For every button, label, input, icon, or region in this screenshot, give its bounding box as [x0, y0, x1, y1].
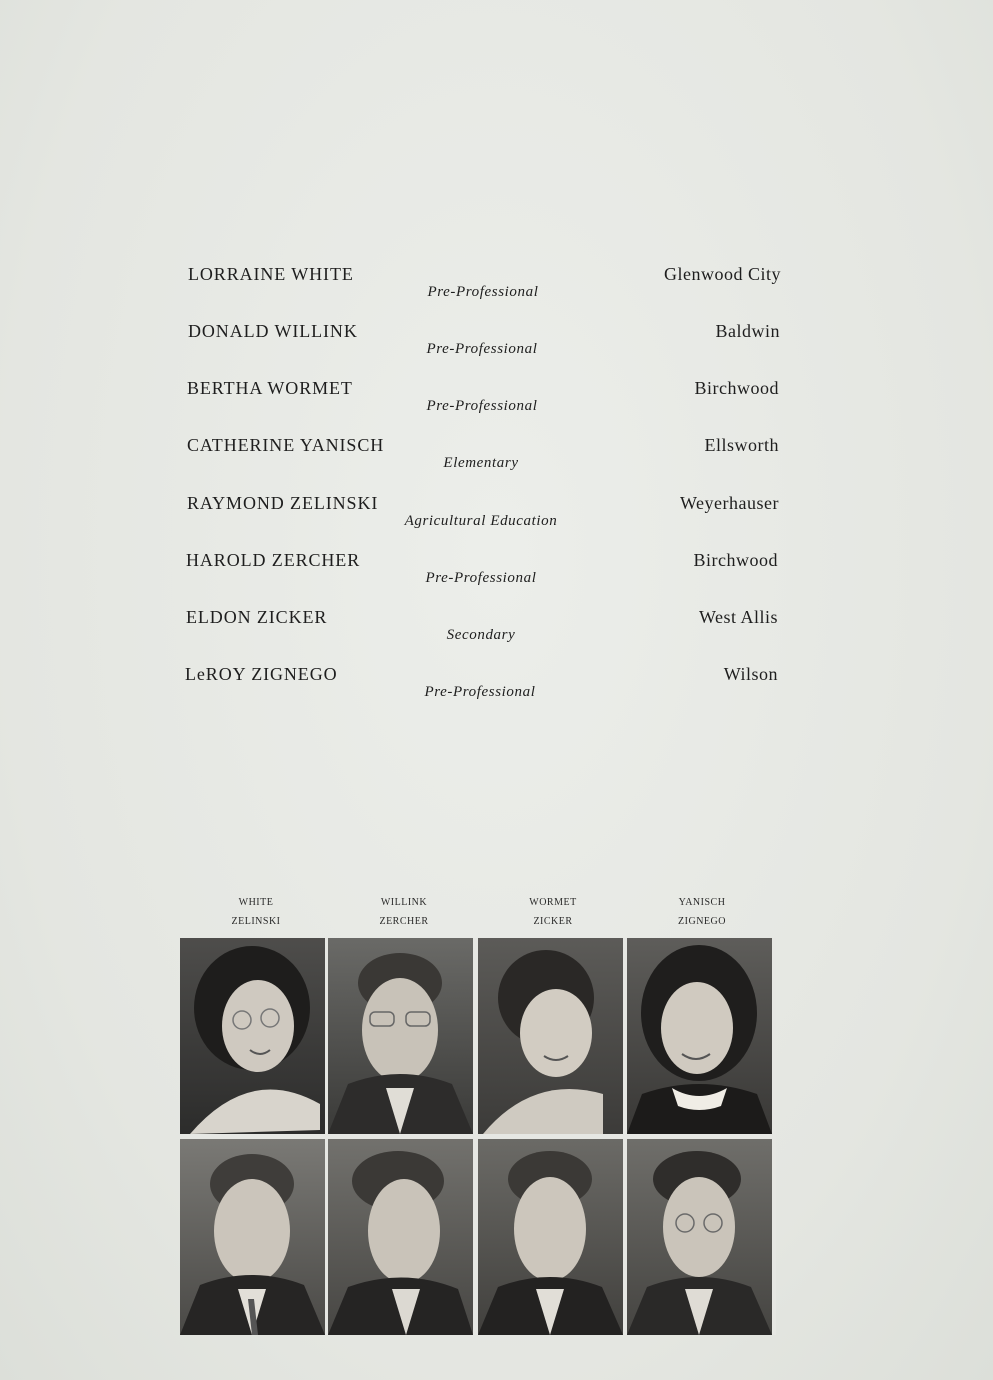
student-name: BERTHA WORMET	[187, 378, 353, 398]
student-course: Pre-Professional	[426, 398, 538, 414]
roster-entry	[0, 550, 993, 600]
caption-bottom-name: ZIGNEGO	[678, 916, 726, 927]
portrait-photo-wormet	[478, 938, 623, 1134]
caption-top-name: WORMET	[529, 897, 577, 908]
portrait-image	[180, 1139, 325, 1335]
portrait-image	[328, 1139, 473, 1335]
portrait-image	[328, 938, 473, 1134]
portrait-image	[627, 1139, 772, 1335]
student-hometown: Ellsworth	[704, 435, 779, 455]
portrait-photo-yanisch	[627, 938, 772, 1134]
student-hometown: Wilson	[723, 664, 778, 684]
photo-caption	[344, 893, 464, 931]
roster-entry	[0, 264, 993, 314]
photo-caption	[196, 893, 316, 931]
student-hometown: Birchwood	[693, 550, 778, 570]
portrait-photo-zelinski	[180, 1139, 325, 1335]
portrait-photo-willink	[328, 938, 473, 1134]
portrait-photo-zercher	[328, 1139, 473, 1335]
student-course: Secondary	[446, 627, 516, 643]
roster-entry	[0, 664, 993, 714]
caption-bottom-name: ZELINSKI	[231, 916, 281, 927]
portrait-image	[180, 938, 325, 1134]
student-name: RAYMOND ZELINSKI	[187, 493, 379, 513]
portrait-image	[478, 938, 623, 1134]
student-course: Pre-Professional	[427, 284, 539, 300]
roster-entry	[0, 607, 993, 657]
roster-entry	[0, 321, 993, 371]
portrait-grid	[180, 938, 776, 1335]
portrait-photo-zicker	[478, 1139, 623, 1335]
student-name: LORRAINE WHITE	[188, 264, 354, 284]
student-hometown: West Allis	[698, 607, 778, 627]
student-hometown: Weyerhauser	[680, 493, 779, 513]
photo-captions	[180, 893, 776, 933]
roster-entry	[0, 493, 993, 543]
student-course: Pre-Professional	[426, 341, 538, 357]
roster-entry	[0, 435, 993, 485]
student-name: HAROLD ZERCHER	[186, 550, 361, 570]
student-hometown: Birchwood	[694, 378, 779, 398]
roster-entry	[0, 378, 993, 428]
student-name: CATHERINE YANISCH	[187, 435, 385, 455]
caption-top-name: YANISCH	[678, 897, 726, 908]
portrait-photo-white	[180, 938, 325, 1134]
portrait-image	[627, 938, 772, 1134]
student-course: Pre-Professional	[425, 570, 537, 586]
student-name: DONALD WILLINK	[188, 321, 358, 341]
photo-caption	[493, 893, 613, 931]
caption-top-name: WHITE	[238, 897, 274, 908]
student-hometown: Baldwin	[715, 321, 780, 341]
caption-top-name: WILLINK	[380, 897, 428, 908]
student-hometown: Glenwood City	[664, 264, 781, 284]
photo-caption	[642, 893, 762, 931]
student-course: Pre-Professional	[424, 684, 536, 700]
caption-bottom-name: ZERCHER	[379, 916, 429, 927]
student-name: ELDON ZICKER	[186, 607, 328, 627]
portrait-image	[478, 1139, 623, 1335]
student-course: Agricultural Education	[404, 513, 558, 529]
student-name: LeROY ZIGNEGO	[185, 664, 338, 684]
portrait-photo-zignego	[627, 1139, 772, 1335]
caption-bottom-name: ZICKER	[533, 916, 573, 927]
student-course: Elementary	[443, 455, 519, 471]
